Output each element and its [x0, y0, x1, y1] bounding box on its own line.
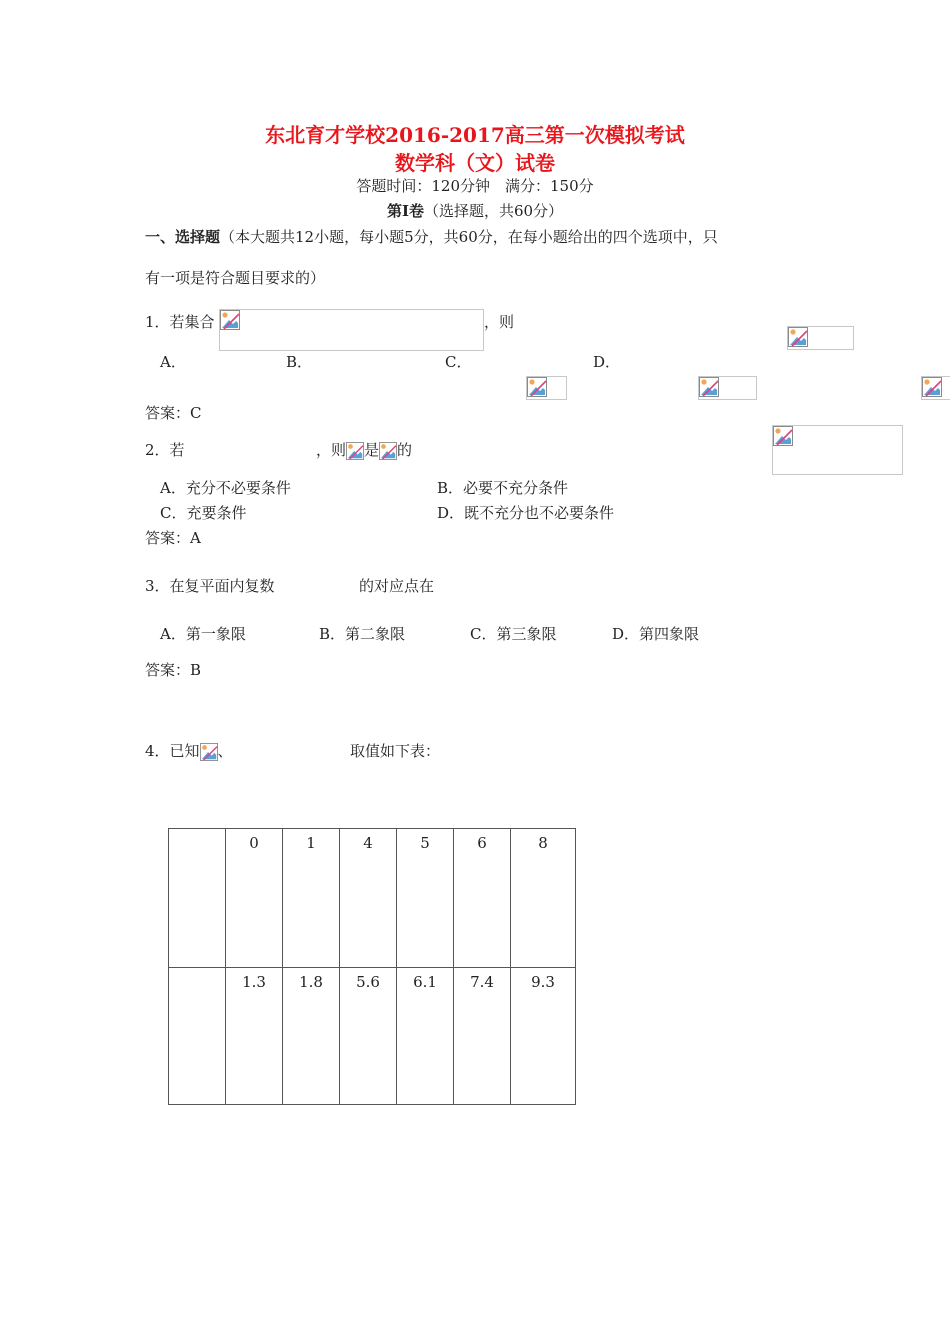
q1-option-a-image: [526, 376, 567, 400]
table-cell: 6.1: [397, 968, 454, 1105]
q1-middle: ，则: [484, 313, 515, 331]
table-cell: 5.6: [340, 968, 397, 1105]
part1-instruction-line1: （本大题共12小题，每小题5分，共60分，在每小题给出的四个选项中，只: [220, 228, 718, 246]
exam-subtitle: 数学科（文）试卷: [395, 151, 555, 175]
q1-set-image: [219, 309, 484, 351]
broken-image-icon: [527, 377, 547, 397]
broken-image-icon: [773, 426, 793, 446]
q1-option-c-image: [921, 376, 950, 400]
q1-option-b-label: B．: [286, 353, 313, 371]
q1-option-d-label: D．: [593, 353, 621, 371]
q1-option-a-label: A．: [160, 353, 186, 371]
q3-option-b: B．第二象限: [319, 625, 406, 643]
table-header-cell-y: [169, 968, 226, 1105]
q3-option-a: A．第一象限: [160, 625, 246, 643]
q1-answer: 答案：C: [145, 404, 202, 422]
q2-answer: 答案：A: [145, 529, 201, 547]
table-cell: 7.4: [454, 968, 511, 1105]
broken-image-icon: [699, 377, 719, 397]
q3-stem: 3．在复平面内复数: [145, 577, 275, 595]
q3-end: 的对应点在: [359, 577, 435, 595]
q4-stem: 4．已知: [145, 742, 200, 760]
table-cell: 4: [340, 829, 397, 968]
table-cell: 1.3: [226, 968, 283, 1105]
q1-stem: 1．若集合: [145, 313, 215, 331]
table-cell: 1.8: [283, 968, 340, 1105]
broken-image-icon: [922, 377, 942, 397]
q2-middle: ，则: [316, 441, 347, 459]
q3-option-d: D．第四象限: [612, 625, 700, 643]
q2-inline-text: [316, 440, 412, 460]
table-cell: 5: [397, 829, 454, 968]
table-cell: 9.3: [511, 968, 576, 1105]
table-cell: 8: [511, 829, 576, 968]
part1-heading: 一、选择题: [145, 228, 221, 246]
q2-is: 是: [364, 441, 380, 459]
xy-value-table: [168, 828, 576, 1105]
section-heading: [0, 201, 950, 221]
broken-image-icon: [788, 327, 808, 347]
q1-option-b-image: [698, 376, 757, 400]
q4-sep: 、: [217, 742, 233, 760]
broken-image-icon: [346, 442, 364, 460]
table-row-y: [169, 968, 576, 1105]
q1-result-image: [787, 326, 854, 350]
broken-image-icon: [200, 743, 218, 761]
q2-option-b: B．必要不充分条件: [437, 479, 569, 497]
exam-title: 东北育才学校2016-2017高三第一次模拟考试: [265, 123, 685, 147]
table-cell: 0: [226, 829, 283, 968]
q2-option-c: C．充要条件: [160, 504, 247, 522]
q2-end: 的: [397, 441, 413, 459]
broken-image-icon: [220, 310, 240, 330]
q3-option-c: C．第三象限: [470, 625, 557, 643]
table-cell: 1: [283, 829, 340, 968]
table-header-cell-x: [169, 829, 226, 968]
exam-info: 答题时间：120分钟 满分：150分: [356, 177, 594, 195]
table-row-x: [169, 829, 576, 968]
section-note: （选择题，共60分）: [423, 202, 564, 220]
section-title: 第Ⅰ卷: [386, 202, 424, 220]
q2-option-d: D．既不充分也不必要条件: [437, 504, 615, 522]
part1-instruction: [145, 227, 718, 247]
q3-answer: 答案：B: [145, 661, 202, 679]
q4-stem-line: [145, 741, 233, 761]
part1-instruction-line2: 有一项是符合题目要求的）: [145, 269, 326, 287]
q2-stem: 2．若: [145, 441, 185, 459]
table-cell: 6: [454, 829, 511, 968]
q2-option-a: A．充分不必要条件: [160, 479, 291, 497]
broken-image-icon: [379, 442, 397, 460]
q1-option-c-label: C．: [445, 353, 472, 371]
q2-condition-image: [772, 425, 903, 475]
q4-end: 取值如下表：: [350, 742, 441, 760]
